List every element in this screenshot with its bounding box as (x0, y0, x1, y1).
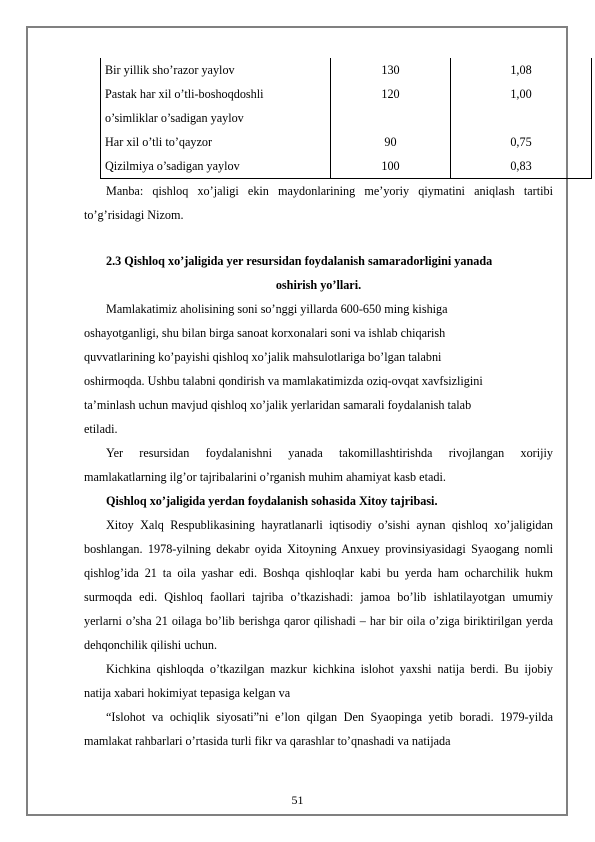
paragraph-population-rest (84, 321, 553, 441)
paragraph-line: etiladi. (84, 422, 118, 436)
page-number: 51 (291, 793, 304, 807)
table-cell-value: 130 (331, 58, 451, 82)
paragraph-foreign-experience: Yer resursidan foydalanishni yanada takomillashtirishda rivojlangan xorijiy mamlakatlarning ilg’or tajribalarini o’rganish muhim ahamiyat kasb etadi. (84, 446, 553, 484)
table-cell-value: 100 (331, 154, 451, 178)
table-cell-coefficient: 0,75 (510, 135, 532, 149)
table-cell-label (101, 82, 331, 130)
paragraph-line: ta’minlash uchun mavjud qishloq xo’jalik yerlaridan samarali foydalanish talab (84, 398, 472, 412)
paragraph-line: oshirmoqda. Ushbu talabni qondirish va mamlakatimizda oziq-ovqat xavfsizligini (84, 374, 483, 388)
section-heading-line1: 2.3 Qishloq xo’jaligida yer resursidan foydalanish samaradorligini yanada (106, 254, 493, 268)
section-heading (84, 249, 553, 297)
paragraph-deng-policy: “Islohot va ochiqlik siyosati”ni e’lon qilgan Den Syaopinga yetib boradi. 1979-yilda mamlakat rahbarlari o’rtasida turli fikr va qarashlar to’qnashadi va natijada (84, 710, 553, 748)
paragraph-line: quvvatlarining ko’payishi qishloq xo’jalik mahsulotlariga bo’lgan talabni (84, 350, 442, 364)
paragraph-line: Mamlakatimiz aholisining soni so’nggi yillarda 600-650 ming kishiga (106, 302, 448, 316)
table-row (101, 130, 591, 154)
table-cell-label: Har xil o’tli to’qayzor (101, 130, 331, 154)
subheading-china: Qishloq xo’jaligida yerdan foydalanish sohasida Xitoy tajribasi. (106, 494, 438, 508)
table-cell-value: 90 (331, 130, 451, 154)
table-cell-coefficient: 1,00 (510, 87, 532, 101)
paragraph-china-growth: Xitoy Xalq Respublikasining hayratlanarli iqtisodiy o’sishi aynan qishloq xo’jaligidan boshlangan. 1978-yilning dekabr oyida Xitoyning Anxuey provinsiyasidagi Syaogang nomli qishlog’ida 21 ta oila yashar edi. Boshqa qishloqlar kabi bu yerda ham ocharchilik hukm surmoqda edi. Qishloq faollari tajriba o’tkazishadi: jamoa bo’lib ishlatilayotgan umumiy yerlarni o’sha 21 oilaga bo’lib berishga qaror qilishadi – har bir oila o’ziga biriktirilgan yerda dehqonchilik qilishi uchun. (84, 518, 553, 652)
paragraph-reform-result: Kichkina qishloqda o’tkazilgan mazkur kichkina islohot yaxshi natija berdi. Bu ijobiy natija xabari hokimiyat tepasiga kelgan va (84, 662, 553, 700)
table-row (101, 154, 591, 178)
section-heading-line2: oshirish yo’llari. (275, 278, 362, 292)
table-cell-label-line2: o’simliklar o’sadigan yaylov (105, 111, 244, 125)
table-cell-label: Bir yillik sho’razor yaylov (101, 58, 331, 82)
table-row (101, 58, 591, 82)
table-row (101, 82, 591, 130)
table-cell-label: Qizilmiya o’sadigan yaylov (101, 154, 331, 178)
table-cell-label-line1: Pastak har xil o’tli-boshoqdoshli (105, 87, 264, 101)
table-cell-value: 120 (331, 82, 451, 130)
paragraph-line: oshayotganligi, shu bilan birga sanoat korxonalari soni va ishlab chiqarish (84, 326, 446, 340)
paragraph-population (84, 297, 553, 321)
table-cell-coefficient: 1,08 (510, 63, 532, 77)
document-page (84, 58, 553, 753)
pasture-table (100, 58, 592, 179)
table-cell-coefficient: 0,83 (510, 159, 532, 173)
source-note: Manba: qishloq xo’jaligi ekin maydonlarining me’yoriy qiymatini aniqlash tartibi to’g’risidagi Nizom. (84, 184, 553, 222)
